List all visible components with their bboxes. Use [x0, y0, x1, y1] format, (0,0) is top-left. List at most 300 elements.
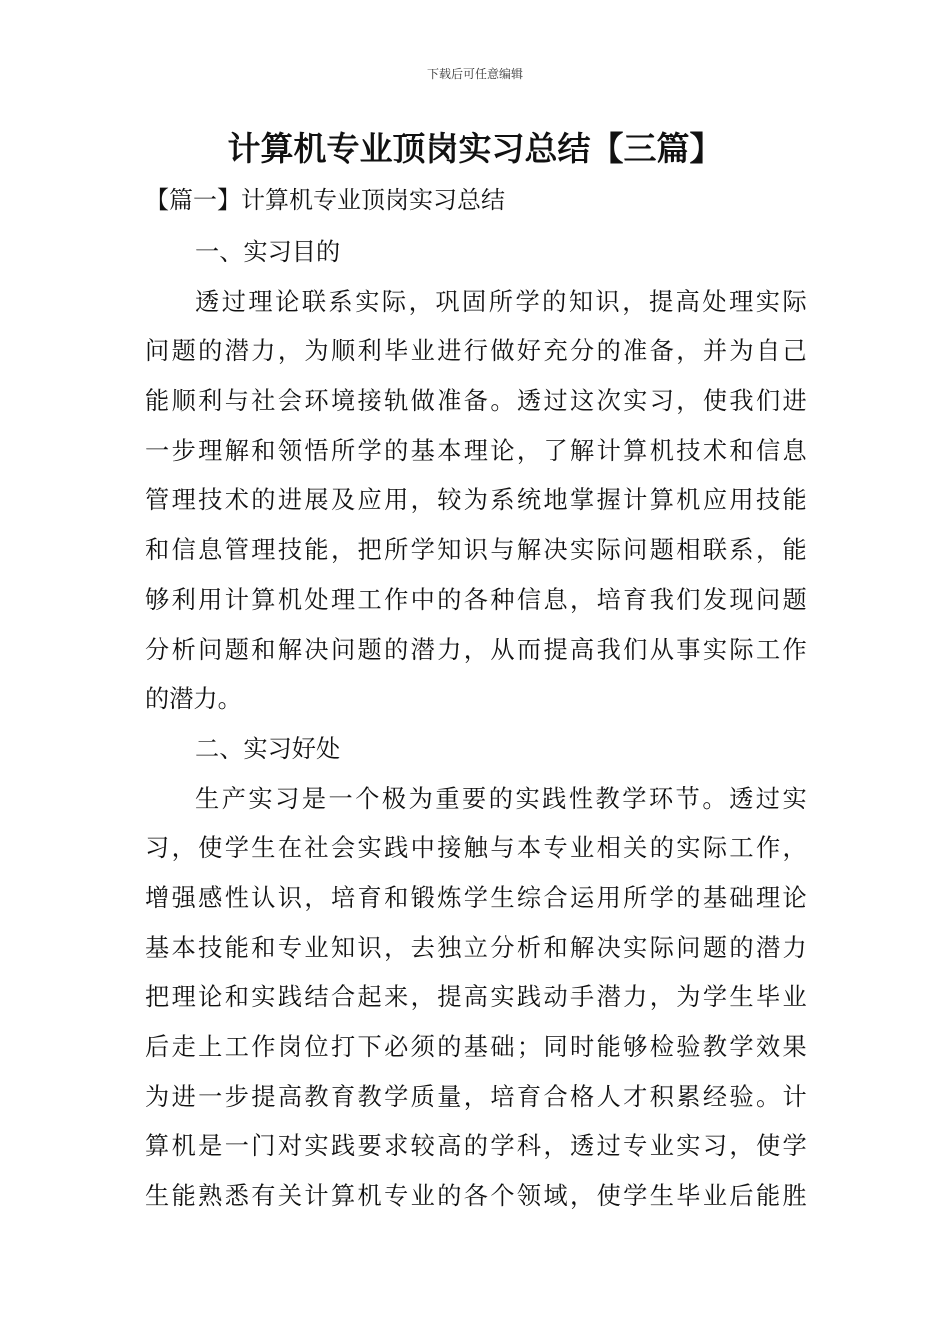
text-char: 毕 — [384, 337, 409, 366]
text-char: 能 — [782, 486, 807, 515]
text-char: 践 — [542, 784, 567, 813]
text-char: 各 — [463, 1182, 488, 1211]
text-char: 立 — [463, 933, 488, 962]
text-char: 学 — [490, 1132, 515, 1161]
text-char: ， — [570, 585, 595, 614]
text-char: 分 — [490, 933, 515, 962]
text-char: 本 — [171, 933, 196, 962]
text-char: 科 — [516, 1132, 542, 1161]
text-char: 习 — [145, 834, 170, 863]
text-char: 信 — [516, 585, 542, 614]
text-char: 把 — [357, 536, 382, 565]
text-char: 作 — [251, 1033, 276, 1061]
text-char: 握 — [596, 486, 621, 515]
text-char: 和 — [251, 436, 276, 465]
text-char: 础 — [490, 1033, 515, 1061]
text-char: 提 — [648, 287, 674, 316]
paragraph-line — [145, 1122, 807, 1172]
text-char: 技 — [676, 436, 701, 465]
text-char: 技 — [198, 486, 223, 515]
text-char: 专 — [623, 1132, 648, 1161]
text-char: 综 — [516, 883, 542, 912]
text-char: 上 — [198, 1033, 223, 1061]
text-char: 际 — [381, 287, 407, 316]
text-char: ， — [543, 1132, 568, 1161]
text-char: 有 — [251, 1182, 276, 1211]
text-char: 事 — [676, 635, 701, 664]
text-char: ； — [516, 1033, 542, 1061]
text-char: 专 — [543, 834, 568, 863]
text-char: 准 — [437, 387, 462, 416]
text-char: 后 — [729, 1182, 754, 1211]
text-char: 问 — [676, 933, 701, 962]
text-char: 理 — [198, 436, 223, 465]
text-char: 为 — [463, 486, 488, 515]
text-char: ， — [463, 635, 488, 664]
text-char: 为 — [304, 337, 329, 366]
text-char: ， — [277, 337, 303, 366]
text-char: 息 — [198, 536, 223, 565]
text-char: 人 — [596, 1082, 621, 1111]
paragraph-line — [145, 526, 807, 576]
text-char: 作 — [755, 834, 781, 863]
text-char: 生 — [145, 1182, 170, 1211]
text-char: 实 — [623, 387, 648, 416]
text-char: 从 — [490, 635, 515, 664]
text-char: 问 — [623, 536, 648, 565]
text-char: 解 — [570, 436, 595, 465]
text-char: 能 — [755, 1182, 781, 1211]
text-char: 和 — [543, 933, 568, 962]
heading-significance: 二、实习好处 — [195, 734, 341, 763]
text-char: 用 — [729, 486, 754, 515]
text-char: 实 — [623, 933, 648, 962]
text-char: 透 — [729, 784, 754, 813]
text-char: 题 — [357, 635, 382, 664]
text-char: 习 — [275, 784, 300, 813]
text-char: 进 — [277, 486, 303, 515]
text-char: 。 — [702, 784, 727, 813]
text-char: 掌 — [570, 486, 595, 515]
text-char: 性 — [224, 883, 249, 912]
text-char: 高 — [277, 1082, 303, 1111]
text-char: 机 — [357, 1182, 382, 1211]
text-char: 实 — [782, 784, 807, 813]
text-char: 所 — [384, 536, 409, 565]
text-char: 够 — [145, 585, 170, 614]
text-char: 处 — [304, 585, 329, 614]
text-char: 与 — [224, 387, 249, 416]
text-char: 各 — [463, 585, 488, 614]
text-char: 教 — [357, 1082, 382, 1111]
section-heading: 【篇一】计算机专业顶岗实习总结 — [145, 186, 505, 214]
text-char: 能 — [171, 1182, 196, 1211]
text-char: 果 — [782, 1033, 807, 1061]
text-char: 学 — [357, 436, 382, 465]
text-char: 认 — [251, 883, 276, 912]
text-char: 题 — [224, 635, 249, 664]
text-char: 的 — [384, 436, 409, 465]
text-char: 技 — [277, 536, 303, 565]
text-char: 求 — [384, 1132, 409, 1161]
text-char: 的 — [384, 635, 409, 664]
text-char: ， — [384, 933, 409, 962]
text-char: 理 — [755, 883, 781, 912]
text-char: ， — [330, 536, 356, 565]
text-char: 题 — [782, 585, 807, 614]
text-char: 透 — [516, 387, 542, 416]
text-char: 学 — [649, 883, 674, 912]
text-char: 所 — [488, 287, 513, 316]
text-char: 己 — [782, 337, 807, 366]
text-char: 基 — [145, 933, 170, 962]
text-char: 践 — [330, 1132, 356, 1161]
text-char: 验 — [676, 1033, 701, 1061]
text-char: 力 — [623, 983, 648, 1012]
text-char: 本 — [437, 436, 462, 465]
paragraph-line — [145, 1073, 807, 1123]
text-char: 利 — [198, 387, 223, 416]
text-char: 的 — [488, 784, 513, 813]
text-char: 础 — [729, 883, 754, 912]
text-char: 重 — [435, 784, 460, 813]
text-char: 育 — [516, 1082, 542, 1111]
text-char: 际 — [702, 834, 728, 863]
text-char: 轨 — [384, 387, 409, 416]
text-char: 高 — [437, 1132, 462, 1161]
text-char: 培 — [596, 585, 621, 614]
text-char: 熟 — [198, 1182, 223, 1211]
text-char: 为 — [145, 1082, 170, 1111]
paragraph-line — [145, 1023, 807, 1073]
text-char: 实 — [304, 1132, 329, 1161]
text-char: 基 — [463, 1033, 488, 1061]
heading-purpose: 一、实习目的 — [195, 238, 341, 266]
text-char: 工 — [729, 834, 754, 863]
text-char: 较 — [437, 486, 462, 515]
paragraph-line — [145, 824, 807, 874]
text-char: 的 — [676, 883, 701, 912]
text-char: 机 — [649, 436, 674, 465]
text-char: 打 — [330, 1033, 356, 1061]
text-char: 走 — [171, 1033, 196, 1061]
text-char: 一 — [224, 1132, 249, 1161]
text-char: 的 — [596, 337, 621, 366]
text-char: 的 — [251, 486, 276, 515]
paragraph-line — [145, 924, 807, 974]
text-char: 问 — [145, 337, 170, 366]
text-char: 域 — [543, 1182, 568, 1211]
text-char: 锻 — [410, 883, 435, 912]
text-char: ， — [410, 983, 435, 1012]
text-char: 论 — [782, 883, 807, 912]
text-char: 践 — [384, 834, 409, 863]
paragraph-line — [145, 626, 807, 676]
text-char: 理 — [729, 287, 754, 316]
text-char: 解 — [277, 635, 303, 664]
text-char: 做 — [410, 387, 435, 416]
text-char: 教 — [304, 1082, 329, 1111]
paragraph-line — [145, 377, 807, 427]
text-char: 统 — [516, 486, 542, 515]
text-char: 识 — [595, 287, 620, 316]
paragraph-line — [145, 476, 807, 526]
paragraph-line — [145, 874, 807, 924]
text-char: 学 — [463, 883, 488, 912]
text-char: 力 — [251, 337, 276, 366]
text-char: 较 — [410, 1132, 435, 1161]
text-char: 践 — [516, 983, 542, 1012]
text-char: 要 — [357, 1132, 382, 1161]
text-char: 动 — [543, 983, 568, 1012]
text-char: 息 — [543, 585, 568, 614]
text-char: 过 — [543, 387, 568, 416]
text-char: 一 — [198, 1082, 223, 1111]
text-char: 际 — [782, 287, 807, 316]
text-char: 分 — [145, 635, 170, 664]
text-char: 社 — [251, 387, 276, 416]
text-char: 学 — [622, 784, 647, 813]
paragraph-line: 的潜力。 — [145, 685, 242, 714]
text-char: ， — [408, 287, 433, 316]
text-char: 触 — [463, 834, 488, 863]
text-char: 备 — [649, 337, 674, 366]
text-char: 充 — [543, 337, 568, 366]
text-char: 潜 — [755, 933, 781, 962]
text-char: 业 — [782, 983, 807, 1012]
text-char: 题 — [649, 536, 674, 565]
text-char: 后 — [145, 1033, 170, 1061]
text-char: 领 — [516, 1182, 542, 1211]
text-char: 作 — [782, 635, 807, 664]
text-char: ， — [755, 536, 781, 565]
text-char: 环 — [648, 784, 674, 813]
text-char: 解 — [224, 436, 249, 465]
text-char: ， — [729, 1132, 754, 1161]
text-char: 效 — [755, 1033, 781, 1061]
text-char: 而 — [516, 635, 542, 664]
text-char: 性 — [568, 784, 594, 813]
text-char: 基 — [410, 436, 435, 465]
text-char: 理 — [251, 536, 276, 565]
text-char: 和 — [145, 536, 170, 565]
text-char: 感 — [198, 883, 223, 912]
text-char: 术 — [224, 486, 249, 515]
text-char: 及 — [330, 486, 356, 515]
text-char: 管 — [224, 536, 249, 565]
text-char: 格 — [570, 1082, 595, 1111]
text-char: 析 — [171, 635, 196, 664]
text-char: 经 — [702, 1082, 728, 1111]
text-char: 我 — [729, 387, 754, 416]
text-char: 业 — [410, 1182, 435, 1211]
text-char: 机 — [676, 486, 701, 515]
text-char: 系 — [729, 536, 754, 565]
text-char: 悉 — [224, 1182, 249, 1211]
text-char: ， — [463, 1082, 488, 1111]
text-char: 进 — [437, 337, 462, 366]
text-char: 力 — [782, 933, 807, 962]
text-char: 系 — [328, 287, 353, 316]
text-char: 才 — [623, 1082, 648, 1111]
text-char: 能 — [782, 536, 807, 565]
text-char: 使 — [596, 1182, 621, 1211]
text-char: 自 — [755, 337, 781, 366]
text-char: 起 — [357, 983, 382, 1012]
text-char: 接 — [437, 834, 462, 863]
text-char: 好 — [516, 337, 542, 366]
text-char: ， — [676, 387, 701, 416]
text-char: 际 — [596, 536, 621, 565]
document-body — [145, 228, 807, 1222]
text-char: 学 — [410, 536, 435, 565]
text-char: 潜 — [596, 983, 621, 1012]
text-char: 算 — [145, 1132, 170, 1161]
text-char: 潜 — [224, 337, 249, 366]
text-char: 。 — [490, 387, 515, 416]
text-char: 问 — [198, 635, 223, 664]
text-char: 为 — [729, 337, 754, 366]
text-char: 计 — [224, 585, 249, 614]
text-char: 工 — [755, 635, 781, 664]
text-char: 毕 — [755, 983, 781, 1012]
text-char: 联 — [702, 536, 728, 565]
text-char: 算 — [330, 1182, 356, 1211]
text-char: 学 — [623, 1182, 648, 1211]
text-char: 合 — [543, 883, 568, 912]
text-char: 理 — [171, 983, 196, 1012]
text-char: 知 — [437, 536, 462, 565]
text-char: 悟 — [304, 436, 329, 465]
text-char: 论 — [275, 287, 300, 316]
text-char: 信 — [171, 536, 196, 565]
text-char: 中 — [410, 585, 435, 614]
text-char: 关 — [623, 834, 648, 863]
text-char: 际 — [729, 635, 754, 664]
text-char: 理 — [171, 486, 196, 515]
text-char: 学 — [224, 834, 249, 863]
text-char: 这 — [570, 387, 595, 416]
text-char: 使 — [702, 387, 728, 416]
text-char: 实 — [676, 1132, 701, 1161]
text-char: 算 — [649, 486, 674, 515]
text-char: 透 — [195, 287, 220, 316]
text-char: 相 — [596, 834, 621, 863]
text-char: 决 — [596, 933, 621, 962]
text-char: 次 — [596, 387, 621, 416]
text-char: 高 — [675, 287, 700, 316]
text-char: 基 — [702, 883, 728, 912]
text-char: 题 — [702, 933, 728, 962]
text-char: 并 — [702, 337, 728, 366]
text-char: ， — [570, 1182, 595, 1211]
text-char: 学 — [702, 983, 728, 1012]
text-char: 行 — [463, 337, 488, 366]
text-char: 能 — [224, 933, 249, 962]
text-char: 业 — [570, 834, 595, 863]
text-char: 用 — [198, 585, 223, 614]
text-char: 业 — [304, 933, 329, 962]
text-char: 题 — [171, 337, 196, 366]
text-char: 析 — [516, 933, 542, 962]
text-char: 一 — [145, 436, 170, 465]
text-char: 在 — [277, 834, 303, 863]
text-char: 技 — [198, 933, 223, 962]
text-char: 实 — [702, 635, 728, 664]
text-char: 环 — [304, 387, 329, 416]
text-char: 够 — [623, 1033, 648, 1061]
text-char: 我 — [596, 635, 621, 664]
text-char: 学 — [729, 1033, 754, 1061]
text-char: 培 — [490, 1082, 515, 1111]
text-char: 知 — [568, 287, 594, 316]
text-char: 中 — [410, 834, 435, 863]
text-char: 炼 — [437, 883, 462, 912]
text-char: 实 — [490, 983, 515, 1012]
text-char: 识 — [463, 536, 488, 565]
text-char: 习 — [649, 387, 674, 416]
text-char: 须 — [410, 1033, 435, 1061]
text-char: 用 — [596, 883, 621, 912]
text-char: 技 — [755, 486, 781, 515]
text-char: 育 — [330, 1082, 356, 1111]
text-char: 高 — [570, 635, 595, 664]
text-char: 管 — [145, 486, 170, 515]
text-char: 论 — [198, 983, 223, 1012]
text-char: 识 — [277, 883, 303, 912]
text-char: 的 — [463, 1132, 488, 1161]
text-char: 生 — [195, 784, 220, 813]
text-char: 实 — [357, 834, 382, 863]
text-char: 是 — [301, 784, 327, 813]
text-char: 顺 — [171, 387, 196, 416]
text-char: 一 — [328, 784, 353, 813]
text-char: 决 — [304, 635, 329, 664]
text-char: 机 — [171, 1132, 196, 1161]
text-char: 准 — [623, 337, 648, 366]
paragraph-line — [145, 973, 807, 1023]
text-char: 展 — [304, 486, 329, 515]
text-char: 是 — [198, 1132, 223, 1161]
text-char: 作 — [384, 585, 409, 614]
text-char: 产 — [221, 784, 246, 813]
paragraph-line — [145, 1172, 807, 1222]
text-char: 对 — [277, 1132, 303, 1161]
text-char: 业 — [649, 1132, 674, 1161]
text-char: 理 — [463, 436, 488, 465]
text-char: 生 — [649, 1182, 674, 1211]
text-char: 培 — [330, 883, 356, 912]
text-char: 个 — [355, 784, 380, 813]
text-char: 生 — [729, 983, 754, 1012]
text-char: 利 — [357, 337, 382, 366]
text-char: ， — [782, 834, 807, 863]
text-char: 系 — [490, 486, 515, 515]
text-char: 门 — [251, 1132, 276, 1161]
text-char: 使 — [755, 1132, 781, 1161]
text-char: 毕 — [676, 1182, 701, 1211]
text-char: 领 — [277, 436, 303, 465]
text-char: 进 — [782, 387, 807, 416]
text-char: 实 — [515, 784, 540, 813]
paragraph-line — [145, 576, 807, 626]
text-char: 节 — [675, 784, 700, 813]
text-char: 实 — [355, 287, 380, 316]
text-char: 分 — [570, 337, 595, 366]
text-char: 能 — [304, 536, 329, 565]
text-char: 生 — [251, 834, 276, 863]
text-char: 合 — [543, 1082, 568, 1111]
